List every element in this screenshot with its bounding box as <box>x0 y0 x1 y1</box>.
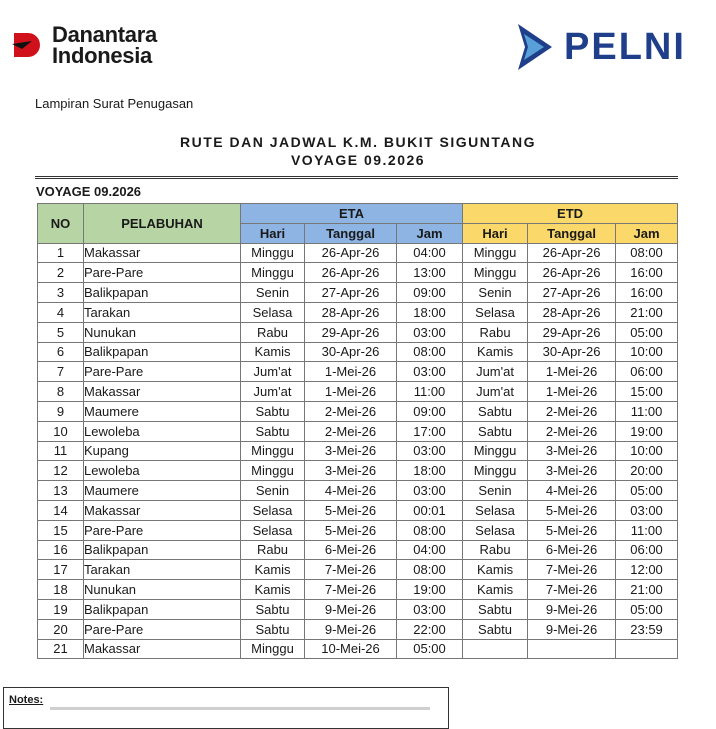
cell-no: 2 <box>38 263 84 283</box>
cell-etd-date: 30-Apr-26 <box>528 342 616 362</box>
cell-etd-date: 7-Mei-26 <box>528 580 616 600</box>
cell-etd-date: 5-Mei-26 <box>528 500 616 520</box>
cell-port: Lewoleba <box>84 461 241 481</box>
cell-port: Balikpapan <box>84 540 241 560</box>
cell-eta-date: 1-Mei-26 <box>305 362 397 382</box>
cell-eta-time: 08:00 <box>397 560 463 580</box>
cell-etd-date: 28-Apr-26 <box>528 302 616 322</box>
cell-port: Makassar <box>84 243 241 263</box>
cell-etd-day: Rabu <box>463 540 528 560</box>
cell-etd-date <box>528 639 616 659</box>
cell-etd-time: 21:00 <box>616 580 678 600</box>
cell-etd-day: Minggu <box>463 263 528 283</box>
cell-etd-date: 9-Mei-26 <box>528 599 616 619</box>
cell-no: 13 <box>38 481 84 501</box>
cell-eta-time: 03:00 <box>397 599 463 619</box>
cell-etd-day: Senin <box>463 481 528 501</box>
cell-etd-day: Kamis <box>463 342 528 362</box>
cell-no: 9 <box>38 401 84 421</box>
cell-etd-day: Jum'at <box>463 382 528 402</box>
cell-eta-day: Sabtu <box>241 401 305 421</box>
cell-etd-time: 11:00 <box>616 520 678 540</box>
cell-no: 18 <box>38 580 84 600</box>
cell-eta-date: 2-Mei-26 <box>305 421 397 441</box>
table-row <box>38 322 678 342</box>
cell-etd-time <box>616 639 678 659</box>
cell-eta-time: 00:01 <box>397 500 463 520</box>
cell-eta-day: Selasa <box>241 520 305 540</box>
cell-etd-time: 05:00 <box>616 322 678 342</box>
cell-port: Kupang <box>84 441 241 461</box>
cell-etd-date: 29-Apr-26 <box>528 322 616 342</box>
table-row <box>38 283 678 303</box>
cell-eta-date: 30-Apr-26 <box>305 342 397 362</box>
cell-no: 16 <box>38 540 84 560</box>
cell-etd-date: 3-Mei-26 <box>528 461 616 481</box>
document-subtitle: VOYAGE 09.2026 <box>290 152 426 168</box>
notes-obscured-text <box>50 707 430 710</box>
cell-eta-day: Sabtu <box>241 599 305 619</box>
cell-eta-time: 08:00 <box>397 342 463 362</box>
cell-etd-day: Kamis <box>463 560 528 580</box>
table-row <box>38 481 678 501</box>
cell-eta-date: 3-Mei-26 <box>305 441 397 461</box>
table-row <box>38 639 678 659</box>
pelni-wordmark: PELNI <box>564 25 686 68</box>
schedule-table <box>37 203 678 659</box>
lampiran-text: Lampiran Surat Penugasan <box>35 96 194 111</box>
header-eta: ETA <box>241 204 463 224</box>
cell-eta-date: 3-Mei-26 <box>305 461 397 481</box>
cell-etd-date: 9-Mei-26 <box>528 619 616 639</box>
cell-no: 21 <box>38 639 84 659</box>
cell-eta-day: Selasa <box>241 500 305 520</box>
cell-no: 1 <box>38 243 84 263</box>
header-etd: ETD <box>463 204 678 224</box>
cell-port: Pare-Pare <box>84 263 241 283</box>
cell-etd-time: 15:00 <box>616 382 678 402</box>
danantara-mark-icon <box>10 27 46 63</box>
cell-eta-day: Kamis <box>241 342 305 362</box>
cell-eta-date: 9-Mei-26 <box>305 599 397 619</box>
cell-eta-date: 27-Apr-26 <box>305 283 397 303</box>
pelni-logo <box>516 22 686 72</box>
table-row <box>38 599 678 619</box>
cell-eta-day: Sabtu <box>241 619 305 639</box>
cell-eta-time: 09:00 <box>397 401 463 421</box>
cell-eta-date: 5-Mei-26 <box>305 500 397 520</box>
danantara-logo <box>10 24 157 66</box>
cell-eta-day: Senin <box>241 481 305 501</box>
cell-no: 8 <box>38 382 84 402</box>
cell-etd-day: Sabtu <box>463 401 528 421</box>
cell-eta-date: 10-Mei-26 <box>305 639 397 659</box>
cell-etd-date: 1-Mei-26 <box>528 382 616 402</box>
table-row <box>38 619 678 639</box>
cell-etd-time: 10:00 <box>616 441 678 461</box>
cell-etd-time: 16:00 <box>616 263 678 283</box>
cell-eta-time: 03:00 <box>397 362 463 382</box>
cell-etd-day: Sabtu <box>463 599 528 619</box>
table-row <box>38 362 678 382</box>
cell-eta-time: 05:00 <box>397 639 463 659</box>
cell-port: Nunukan <box>84 322 241 342</box>
cell-eta-time: 08:00 <box>397 520 463 540</box>
table-row <box>38 540 678 560</box>
table-row <box>38 441 678 461</box>
cell-etd-day: Sabtu <box>463 619 528 639</box>
document-title: RUTE DAN JADWAL K.M. BUKIT SIGUNTANG <box>179 134 537 150</box>
cell-no: 17 <box>38 560 84 580</box>
table-row <box>38 580 678 600</box>
header-etd-tanggal: Tanggal <box>528 223 616 243</box>
header-port: PELABUHAN <box>84 204 241 244</box>
cell-etd-day: Minggu <box>463 243 528 263</box>
cell-port: Nunukan <box>84 580 241 600</box>
table-row <box>38 560 678 580</box>
table-row <box>38 243 678 263</box>
table-row <box>38 520 678 540</box>
cell-port: Maumere <box>84 481 241 501</box>
cell-eta-time: 04:00 <box>397 243 463 263</box>
table-row <box>38 401 678 421</box>
table-row <box>38 461 678 481</box>
cell-no: 6 <box>38 342 84 362</box>
cell-etd-time: 08:00 <box>616 243 678 263</box>
cell-etd-time: 06:00 <box>616 362 678 382</box>
cell-eta-time: 22:00 <box>397 619 463 639</box>
cell-eta-day: Sabtu <box>241 421 305 441</box>
cell-eta-date: 1-Mei-26 <box>305 382 397 402</box>
cell-etd-date: 2-Mei-26 <box>528 401 616 421</box>
cell-no: 4 <box>38 302 84 322</box>
cell-no: 12 <box>38 461 84 481</box>
notes-label: Notes: <box>9 694 44 706</box>
cell-eta-day: Minggu <box>241 441 305 461</box>
cell-port: Pare-Pare <box>84 520 241 540</box>
cell-port: Pare-Pare <box>84 619 241 639</box>
title-divider-1 <box>35 176 678 177</box>
cell-eta-date: 4-Mei-26 <box>305 481 397 501</box>
header-etd-hari: Hari <box>463 223 528 243</box>
cell-port: Lewoleba <box>84 421 241 441</box>
table-row <box>38 263 678 283</box>
table-row <box>38 382 678 402</box>
title-divider-2 <box>35 178 678 179</box>
cell-port: Makassar <box>84 382 241 402</box>
cell-eta-time: 03:00 <box>397 322 463 342</box>
cell-eta-time: 04:00 <box>397 540 463 560</box>
cell-etd-day <box>463 639 528 659</box>
cell-eta-day: Rabu <box>241 540 305 560</box>
table-row <box>38 500 678 520</box>
pelni-mark-icon <box>516 22 554 72</box>
cell-etd-day: Jum'at <box>463 362 528 382</box>
cell-port: Tarakan <box>84 302 241 322</box>
cell-eta-date: 7-Mei-26 <box>305 560 397 580</box>
cell-eta-time: 13:00 <box>397 263 463 283</box>
cell-eta-day: Senin <box>241 283 305 303</box>
cell-no: 20 <box>38 619 84 639</box>
cell-etd-day: Sabtu <box>463 421 528 441</box>
cell-eta-time: 19:00 <box>397 580 463 600</box>
cell-eta-day: Minggu <box>241 461 305 481</box>
cell-eta-day: Minggu <box>241 263 305 283</box>
cell-etd-date: 5-Mei-26 <box>528 520 616 540</box>
cell-eta-date: 7-Mei-26 <box>305 580 397 600</box>
cell-port: Makassar <box>84 500 241 520</box>
cell-port: Pare-Pare <box>84 362 241 382</box>
cell-eta-time: 17:00 <box>397 421 463 441</box>
cell-etd-time: 20:00 <box>616 461 678 481</box>
cell-port: Maumere <box>84 401 241 421</box>
danantara-line2: Indonesia <box>52 43 152 68</box>
cell-etd-date: 2-Mei-26 <box>528 421 616 441</box>
cell-eta-day: Rabu <box>241 322 305 342</box>
cell-etd-day: Selasa <box>463 302 528 322</box>
header-no: NO <box>38 204 84 244</box>
cell-eta-date: 26-Apr-26 <box>305 243 397 263</box>
cell-no: 7 <box>38 362 84 382</box>
cell-eta-time: 18:00 <box>397 461 463 481</box>
cell-no: 11 <box>38 441 84 461</box>
header-eta-tanggal: Tanggal <box>305 223 397 243</box>
cell-etd-date: 26-Apr-26 <box>528 243 616 263</box>
cell-etd-time: 21:00 <box>616 302 678 322</box>
cell-no: 15 <box>38 520 84 540</box>
cell-etd-time: 11:00 <box>616 401 678 421</box>
table-row <box>38 342 678 362</box>
table-row <box>38 302 678 322</box>
table-row <box>38 421 678 441</box>
cell-eta-date: 26-Apr-26 <box>305 263 397 283</box>
cell-etd-date: 3-Mei-26 <box>528 441 616 461</box>
cell-eta-date: 6-Mei-26 <box>305 540 397 560</box>
cell-eta-day: Jum'at <box>241 382 305 402</box>
cell-etd-date: 4-Mei-26 <box>528 481 616 501</box>
cell-eta-time: 11:00 <box>397 382 463 402</box>
cell-eta-day: Jum'at <box>241 362 305 382</box>
cell-port: Makassar <box>84 639 241 659</box>
cell-etd-time: 23:59 <box>616 619 678 639</box>
cell-etd-day: Rabu <box>463 322 528 342</box>
cell-eta-time: 09:00 <box>397 283 463 303</box>
cell-no: 14 <box>38 500 84 520</box>
cell-etd-date: 6-Mei-26 <box>528 540 616 560</box>
cell-etd-date: 7-Mei-26 <box>528 560 616 580</box>
cell-no: 5 <box>38 322 84 342</box>
voyage-label: VOYAGE 09.2026 <box>36 184 142 199</box>
cell-port: Balikpapan <box>84 599 241 619</box>
cell-etd-date: 1-Mei-26 <box>528 362 616 382</box>
cell-etd-date: 26-Apr-26 <box>528 263 616 283</box>
cell-eta-day: Minggu <box>241 639 305 659</box>
cell-eta-date: 28-Apr-26 <box>305 302 397 322</box>
header-eta-hari: Hari <box>241 223 305 243</box>
schedule-body <box>38 243 678 659</box>
cell-eta-date: 5-Mei-26 <box>305 520 397 540</box>
cell-etd-day: Selasa <box>463 500 528 520</box>
cell-eta-date: 2-Mei-26 <box>305 401 397 421</box>
cell-etd-time: 03:00 <box>616 500 678 520</box>
cell-etd-time: 12:00 <box>616 560 678 580</box>
cell-etd-time: 05:00 <box>616 599 678 619</box>
cell-eta-time: 18:00 <box>397 302 463 322</box>
cell-eta-time: 03:00 <box>397 481 463 501</box>
cell-no: 3 <box>38 283 84 303</box>
cell-port: Balikpapan <box>84 342 241 362</box>
cell-eta-day: Minggu <box>241 243 305 263</box>
cell-eta-time: 03:00 <box>397 441 463 461</box>
danantara-line1: Danantara <box>52 22 157 47</box>
cell-etd-time: 05:00 <box>616 481 678 501</box>
cell-etd-day: Minggu <box>463 461 528 481</box>
cell-etd-day: Minggu <box>463 441 528 461</box>
cell-etd-time: 10:00 <box>616 342 678 362</box>
cell-port: Balikpapan <box>84 283 241 303</box>
cell-eta-day: Kamis <box>241 580 305 600</box>
cell-etd-day: Kamis <box>463 580 528 600</box>
cell-no: 19 <box>38 599 84 619</box>
header-etd-jam: Jam <box>616 223 678 243</box>
cell-eta-day: Selasa <box>241 302 305 322</box>
cell-etd-day: Senin <box>463 283 528 303</box>
cell-eta-date: 9-Mei-26 <box>305 619 397 639</box>
cell-etd-date: 27-Apr-26 <box>528 283 616 303</box>
cell-etd-time: 06:00 <box>616 540 678 560</box>
cell-eta-date: 29-Apr-26 <box>305 322 397 342</box>
cell-etd-time: 19:00 <box>616 421 678 441</box>
cell-etd-time: 16:00 <box>616 283 678 303</box>
cell-port: Tarakan <box>84 560 241 580</box>
cell-no: 10 <box>38 421 84 441</box>
cell-etd-day: Selasa <box>463 520 528 540</box>
header-eta-jam: Jam <box>397 223 463 243</box>
cell-eta-day: Kamis <box>241 560 305 580</box>
